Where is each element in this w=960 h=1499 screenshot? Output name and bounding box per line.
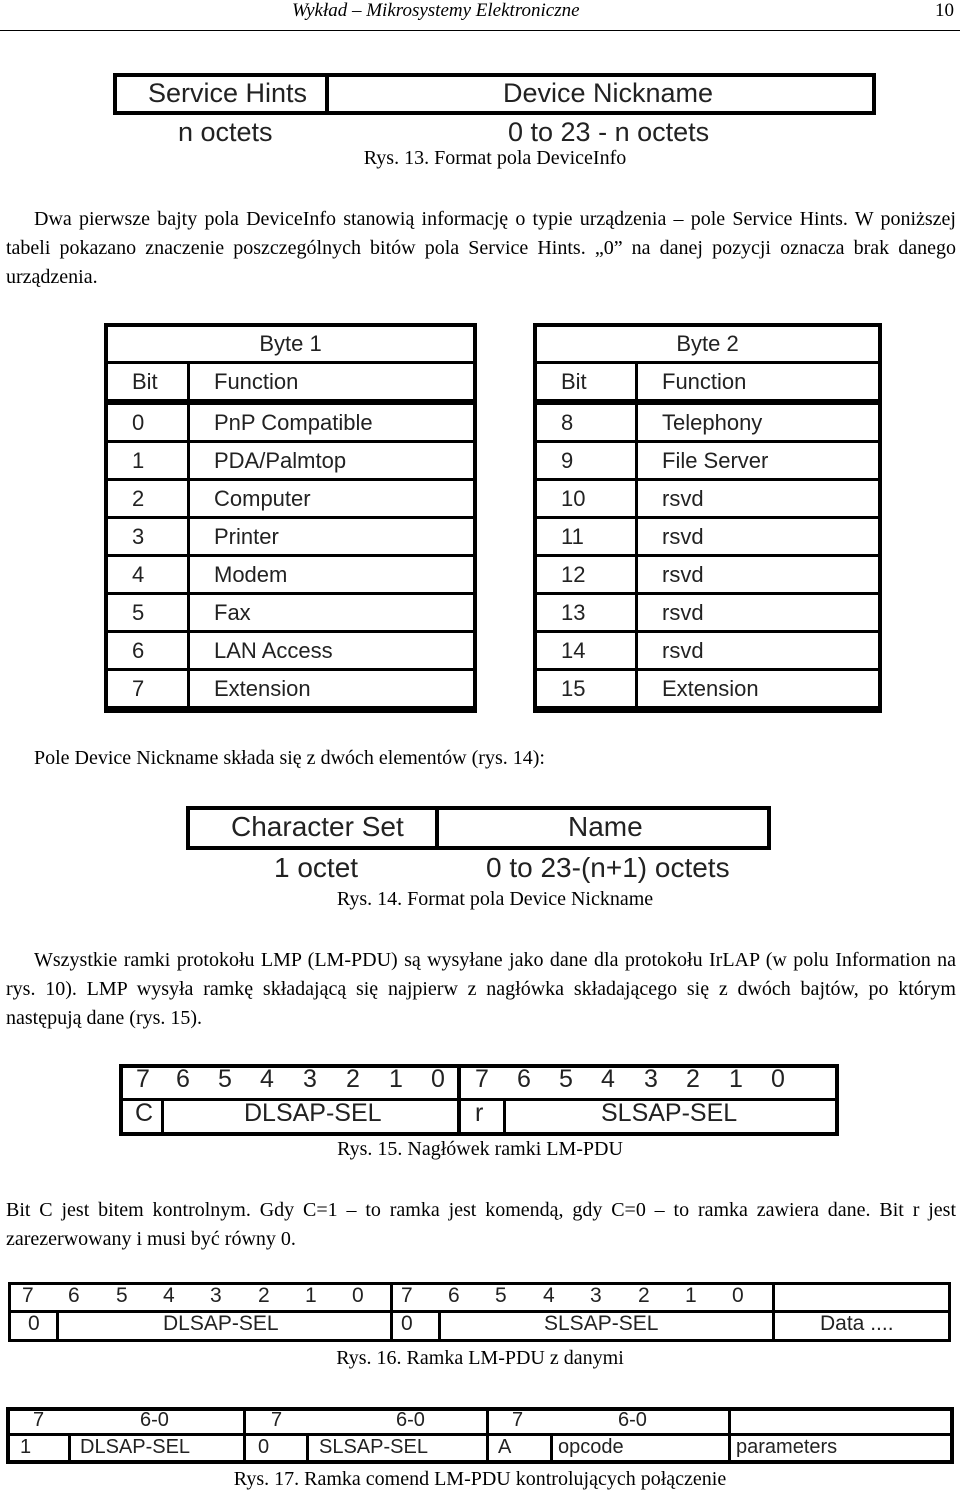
fig16-bit-number: 6 (448, 1284, 460, 1307)
fig15-bit-number: 7 (475, 1065, 489, 1093)
table1-bit-cell: 4 (108, 557, 187, 592)
fig16-bit-0-first: 0 (28, 1312, 40, 1335)
fig15-caption: Rys. 15. Nagłówek ramki LM-PDU (337, 1138, 623, 1160)
fig17-divider (306, 1433, 309, 1464)
fig17-divider (243, 1407, 246, 1464)
table1-function-header: Function (190, 364, 473, 399)
fig14-name: Name (568, 811, 643, 842)
page-number: 10 (935, 0, 954, 21)
fig15-bit-number: 1 (729, 1065, 743, 1093)
table2-function-cell: File Server (638, 443, 878, 478)
fig14-caption: Rys. 14. Format pola Device Nickname (336, 888, 654, 910)
fig16-bit-number: 3 (210, 1284, 222, 1307)
table2-bit-cell: 15 (537, 671, 635, 706)
table2-bit-cell: 11 (537, 519, 635, 554)
fig15-bit-number: 4 (601, 1065, 615, 1093)
fig17-bottom-label: A (498, 1436, 512, 1458)
table2-title: Byte 2 (537, 327, 878, 361)
fig17-bottom-label: opcode (558, 1436, 624, 1458)
fig16-bit-0-second: 0 (401, 1312, 413, 1335)
figure-17 (6, 1407, 954, 1464)
fig17-top-label: 7 (512, 1409, 524, 1431)
table2-function-cell: rsvd (638, 557, 878, 592)
figure-13 (113, 73, 876, 147)
fig17-bottom-label: SLSAP-SEL (319, 1436, 428, 1458)
fig15-bit-number: 6 (517, 1065, 531, 1093)
fig17-divider (68, 1433, 71, 1464)
fig16-bit-number: 5 (116, 1284, 128, 1307)
fig16-bit-number: 4 (543, 1284, 555, 1307)
fig15-bit-number: 0 (771, 1065, 785, 1093)
fig15-bit-number: 3 (303, 1065, 317, 1093)
fig16-dlsap-sel: DLSAP-SEL (163, 1312, 279, 1335)
table1-bit-cell: 3 (108, 519, 187, 554)
paragraph-2: Pole Device Nickname składa się z dwóch elementów (rys. 14): (34, 747, 545, 769)
fig16-bit-number: 7 (401, 1284, 413, 1307)
fig15-bit-number: 4 (260, 1065, 274, 1093)
table2-bit-cell: 14 (537, 633, 635, 668)
page-header (0, 0, 960, 31)
fig15-bit-number: 3 (644, 1065, 658, 1093)
table1-bit-cell: 6 (108, 633, 187, 668)
fig17-top-label: 7 (33, 1409, 45, 1431)
fig16-bit-number: 4 (163, 1284, 175, 1307)
fig17-divider (486, 1407, 489, 1464)
fig16-bit-number: 1 (305, 1284, 317, 1307)
paragraph-1: Dwa pierwsze bajty pola DeviceInfo stanowią informację o typie urządzenia – pole Service Hints. W poniższej tabeli pokazano znaczenie poszczególnych bitów pola Service Hints. „0” na danej pozycji oznacza brak danego urządzenia. (6, 208, 956, 288)
table2-bit-cell: 13 (537, 595, 635, 630)
fig15-bit-number: 2 (346, 1065, 360, 1093)
fig14-size-character-set: 1 octet (274, 852, 359, 883)
table1-function-cell: Computer (190, 481, 473, 516)
fig15-r-bit: r (475, 1099, 484, 1127)
fig15-bit-number: 2 (686, 1065, 700, 1093)
fig16-bit-number: 2 (258, 1284, 270, 1307)
fig16-data: Data .... (820, 1312, 894, 1335)
table1-function-cell: Fax (190, 595, 473, 630)
fig17-divider (728, 1407, 731, 1464)
fig15-bit-number: 0 (431, 1065, 445, 1093)
fig16-bit-number: 0 (732, 1284, 744, 1307)
fig15-bit-number: 1 (389, 1065, 403, 1093)
fig13-size-device-nickname: 0 to 23 - n octets (508, 117, 710, 147)
table2-bit-cell: 10 (537, 481, 635, 516)
fig13-service-hints: Service Hints (148, 78, 308, 108)
figure-14 (186, 806, 771, 886)
fig15-bit-number: 7 (136, 1065, 150, 1093)
table1-function-cell: Printer (190, 519, 473, 554)
fig13-device-nickname: Device Nickname (503, 78, 714, 108)
table2-function-cell: rsvd (638, 633, 878, 668)
fig16-bit-number: 5 (495, 1284, 507, 1307)
fig16-bit-number: 3 (590, 1284, 602, 1307)
fig17-top-label: 6-0 (618, 1409, 647, 1431)
fig16-slsap-sel: SLSAP-SEL (544, 1312, 659, 1335)
fig14-character-set: Character Set (231, 811, 404, 842)
table1-bit-cell: 0 (108, 405, 187, 440)
table2-bit-cell: 8 (537, 405, 635, 440)
table1-title: Byte 1 (108, 327, 473, 361)
byte1-table (104, 323, 477, 713)
fig16-bit-number: 1 (685, 1284, 697, 1307)
table1-function-cell: Modem (190, 557, 473, 592)
fig16-caption: Rys. 16. Ramka LM-PDU z danymi (336, 1347, 624, 1369)
fig15-slsap-sel: SLSAP-SEL (601, 1099, 738, 1127)
byte2-table (533, 323, 882, 713)
table2-function-cell: rsvd (638, 595, 878, 630)
table2-function-cell: Telephony (638, 405, 878, 440)
paragraph-4: Bit C jest bitem kontrolnym. Gdy C=1 – to ramka jest komendą, gdy C=0 – to ramka zawiera dane. Bit r jest zarezerwowany i musi być równy 0. (6, 1199, 956, 1250)
fig15-dlsap-sel: DLSAP-SEL (244, 1099, 382, 1127)
fig17-top-label: 6-0 (396, 1409, 425, 1431)
fig16-bit-number: 2 (638, 1284, 650, 1307)
table2-function-cell: rsvd (638, 519, 878, 554)
fig13-caption: Rys. 13. Format pola DeviceInfo (363, 147, 627, 169)
fig16-bit-number: 7 (22, 1284, 34, 1307)
table2-bit-cell: 9 (537, 443, 635, 478)
fig15-c-bit: C (135, 1099, 154, 1127)
fig17-parameters: parameters (736, 1436, 838, 1458)
table2-bit-cell: 12 (537, 557, 635, 592)
fig15-bit-number: 6 (176, 1065, 190, 1093)
fig17-bottom-label: 1 (20, 1436, 32, 1458)
table1-function-cell: PDA/Palmtop (190, 443, 473, 478)
header-title: Wykład – Mikrosystemy Elektroniczne (292, 0, 580, 21)
table2-bit-header: Bit (537, 364, 635, 399)
paragraph-3: Wszystkie ramki protokołu LMP (LM-PDU) są wysyłane jako dane dla protokołu IrLAP (w polu Information na rys. 10). LMP wysyła ramkę składającą się najpierw z nagłówka składającego się z dwóch bajtów, po którym następują dane (rys. 15). (6, 949, 956, 1029)
table2-function-header: Function (638, 364, 878, 399)
fig16-bit-number: 0 (352, 1284, 364, 1307)
table1-function-cell: PnP Compatible (190, 405, 473, 440)
table1-bit-header: Bit (108, 364, 187, 399)
table1-bit-cell: 5 (108, 595, 187, 630)
fig17-bottom-label: DLSAP-SEL (80, 1436, 191, 1458)
fig17-divider (550, 1433, 553, 1464)
table1-bit-cell: 1 (108, 443, 187, 478)
fig17-top-label: 6-0 (140, 1409, 169, 1431)
fig15-bit-number: 5 (218, 1065, 232, 1093)
table1-function-cell: LAN Access (190, 633, 473, 668)
figure-15 (119, 1064, 839, 1136)
fig17-caption: Rys. 17. Ramka comend LM-PDU kontrolujących połączenie (233, 1468, 727, 1490)
fig13-size-service-hints: n octets (178, 117, 273, 147)
fig17-top-label: 7 (271, 1409, 283, 1431)
fig14-size-name: 0 to 23-(n+1) octets (486, 852, 730, 883)
fig15-bit-number: 5 (559, 1065, 573, 1093)
table1-bit-cell: 7 (108, 671, 187, 706)
table1-function-cell: Extension (190, 671, 473, 706)
table2-function-cell: rsvd (638, 481, 878, 516)
fig16-bit-number: 6 (68, 1284, 80, 1307)
figure-16 (8, 1282, 951, 1342)
table1-bit-cell: 2 (108, 481, 187, 516)
fig17-bottom-label: 0 (258, 1436, 270, 1458)
table2-function-cell: Extension (638, 671, 878, 706)
